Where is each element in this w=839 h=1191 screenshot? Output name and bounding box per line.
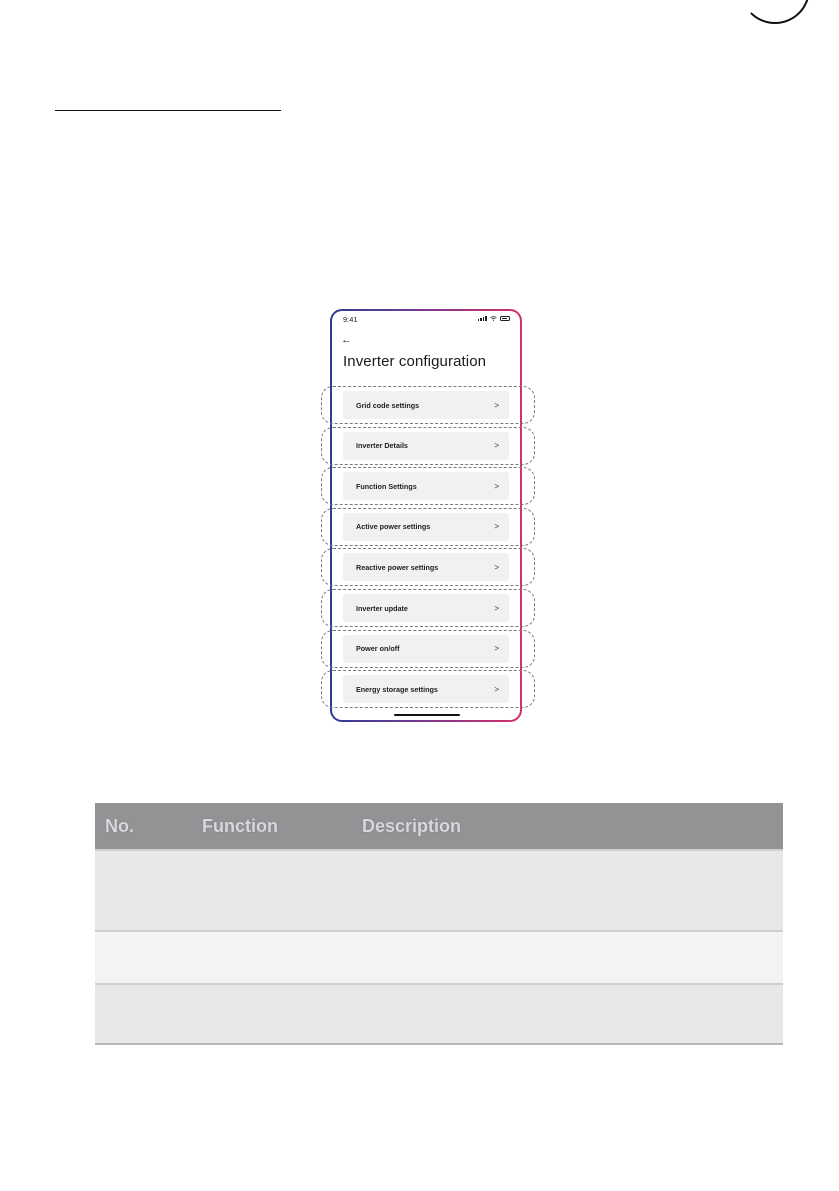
header-description: Description (352, 803, 783, 850)
menu-item-label: Active power settings (356, 522, 431, 532)
menu-item[interactable] (343, 635, 509, 663)
signal-icon (478, 316, 487, 321)
menu-item-label: Inverter Details (356, 441, 408, 451)
menu-item-label: Inverter update (356, 603, 408, 613)
chevron-right-icon: > (494, 644, 499, 654)
table-cell (352, 850, 783, 931)
table-cell (95, 931, 192, 984)
page-corner-mark (740, 0, 810, 24)
chevron-right-icon: > (494, 481, 499, 491)
table-cell (95, 850, 192, 931)
menu-item[interactable] (343, 513, 509, 541)
header-no: No. (95, 803, 192, 850)
function-table (95, 803, 783, 1045)
page-title: Inverter configuration (343, 353, 487, 370)
menu-item-label: Function Settings (356, 481, 417, 491)
home-indicator (394, 714, 460, 717)
chevron-right-icon: > (494, 562, 499, 572)
chevron-right-icon: > (494, 400, 499, 410)
menu-item[interactable] (343, 391, 509, 419)
table-row (95, 931, 783, 984)
chevron-right-icon: > (494, 441, 499, 451)
table-cell (352, 984, 783, 1044)
table-row (95, 850, 783, 931)
menu-item-label: Grid code settings (356, 400, 420, 410)
status-time: 9:41 (343, 315, 358, 324)
status-icons (478, 316, 510, 321)
back-arrow-icon[interactable]: ← (341, 334, 352, 346)
table-header-row (95, 803, 783, 850)
phone-screen (332, 311, 520, 720)
table-cell (192, 850, 352, 931)
table-cell (192, 984, 352, 1044)
chevron-right-icon: > (494, 684, 499, 694)
heading-underline (55, 110, 281, 111)
header-function: Function (192, 803, 352, 850)
table-cell (352, 931, 783, 984)
menu-item-label: Reactive power settings (356, 562, 439, 572)
menu-item-label: Energy storage settings (356, 684, 438, 694)
menu-item[interactable] (343, 472, 509, 500)
phone-mockup (330, 309, 522, 722)
menu-item[interactable] (343, 553, 509, 581)
menu-item[interactable] (343, 675, 509, 703)
menu-item-label: Power on/off (356, 644, 400, 654)
chevron-right-icon: > (494, 522, 499, 532)
menu-item[interactable] (343, 432, 509, 460)
table-cell (192, 931, 352, 984)
table-row (95, 984, 783, 1044)
table-cell (95, 984, 192, 1044)
battery-icon (500, 316, 510, 321)
chevron-right-icon: > (494, 603, 499, 613)
menu-item[interactable] (343, 594, 509, 622)
wifi-icon (490, 316, 497, 321)
